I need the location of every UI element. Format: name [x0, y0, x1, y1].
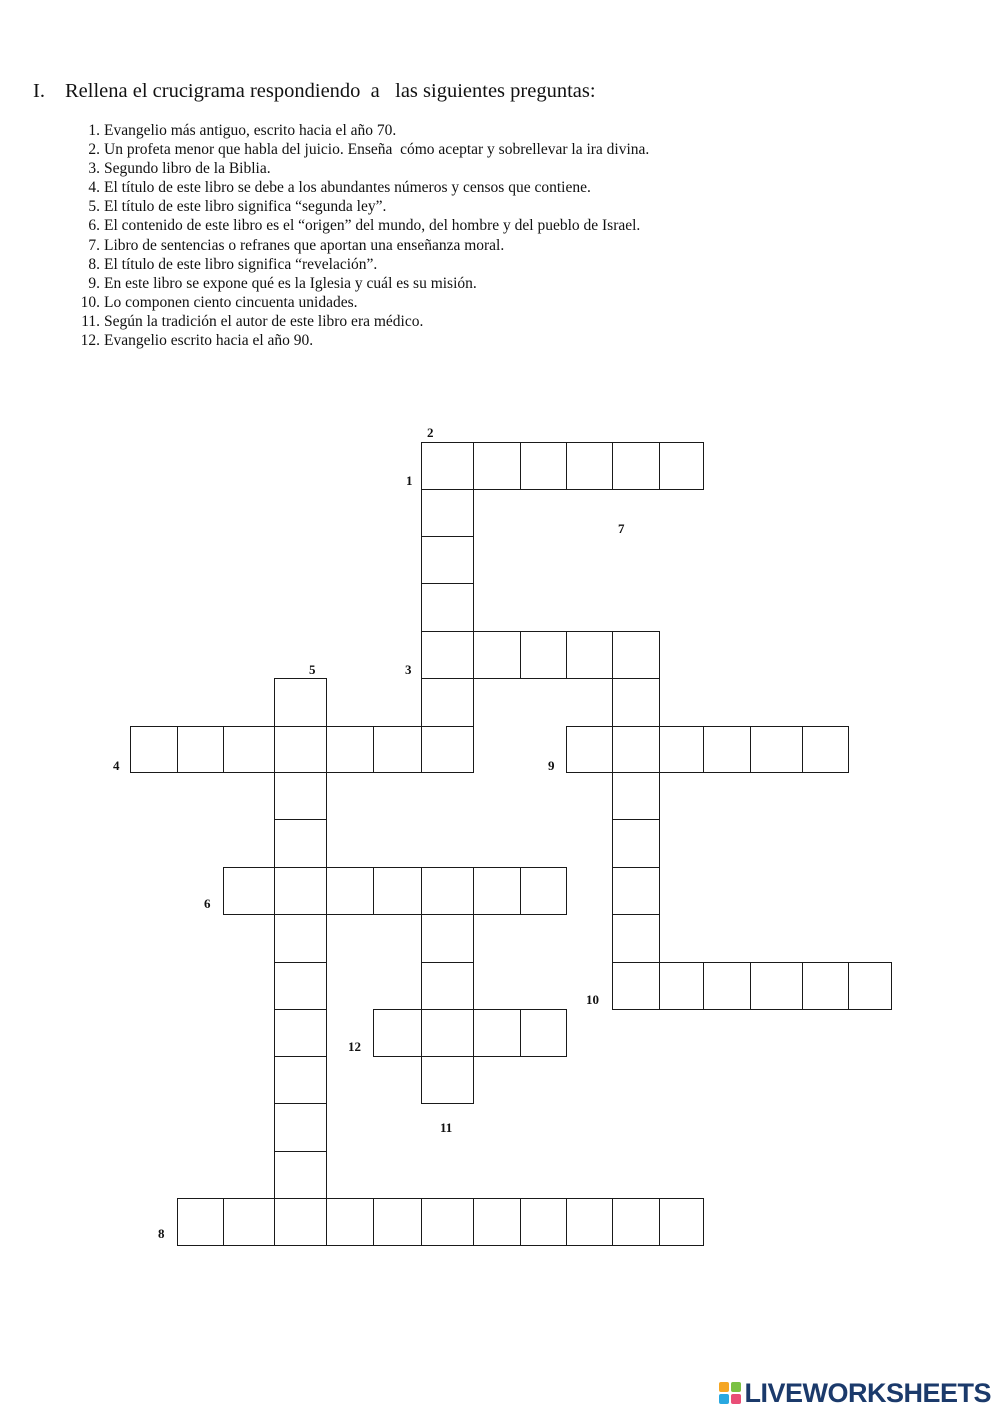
- crossword-cell[interactable]: [659, 1198, 704, 1246]
- crossword-cell[interactable]: [373, 867, 422, 915]
- crossword-cell[interactable]: [520, 442, 567, 490]
- question-text: Evangelio más antiguo, escrito hacia el año 70.: [104, 122, 397, 139]
- question-number: 12.: [80, 332, 100, 350]
- crossword-cell[interactable]: [802, 726, 849, 773]
- crossword-cell[interactable]: [750, 962, 803, 1010]
- question-number: 11.: [81, 312, 100, 330]
- crossword-cell[interactable]: [566, 442, 613, 490]
- crossword-cell[interactable]: [703, 726, 751, 773]
- crossword-cell[interactable]: [421, 631, 474, 679]
- crossword-cell[interactable]: [223, 867, 275, 915]
- question-text: En este libro se expone qué es la Iglesia y cuál es su misión.: [104, 274, 477, 292]
- crossword-cell[interactable]: [473, 1198, 521, 1246]
- crossword-cell[interactable]: [473, 867, 521, 915]
- crossword-cell[interactable]: [612, 678, 660, 727]
- crossword-cell[interactable]: [421, 914, 474, 963]
- crossword-cell[interactable]: [612, 819, 660, 868]
- crossword-cell[interactable]: [274, 726, 327, 773]
- crossword-cell[interactable]: [802, 962, 849, 1010]
- clue-number-6: 6: [204, 896, 211, 911]
- crossword-cell[interactable]: [274, 867, 327, 915]
- crossword-cell[interactable]: [566, 726, 613, 773]
- question-text: Segundo libro de la Biblia.: [104, 160, 271, 178]
- question-number: 5.: [88, 198, 100, 216]
- crossword-cell[interactable]: [659, 962, 704, 1010]
- crossword-cell[interactable]: [473, 631, 521, 679]
- clue-number-8: 8: [158, 1226, 165, 1241]
- crossword-cell[interactable]: [848, 962, 892, 1010]
- crossword-cell[interactable]: [177, 726, 224, 773]
- clue-number-10: 10: [586, 992, 599, 1007]
- crossword-cell[interactable]: [421, 489, 474, 537]
- logo-square-icon: [719, 1382, 729, 1392]
- crossword-cell[interactable]: [612, 726, 660, 773]
- liveworksheets-logo: [719, 1378, 991, 1408]
- clue-number-4: 4: [113, 758, 120, 773]
- question-text: El título de este libro significa “segunda ley”.: [104, 198, 387, 216]
- clue-number-5: 5: [309, 662, 316, 677]
- crossword-cell[interactable]: [274, 914, 327, 963]
- question-number: 6.: [88, 217, 100, 235]
- crossword-cell[interactable]: [612, 1198, 660, 1246]
- question-number: 7.: [88, 236, 100, 254]
- question-text: Libro de sentencias o refranes que aportan una enseñanza moral.: [104, 236, 505, 254]
- crossword-cell[interactable]: [326, 1198, 374, 1246]
- crossword-cell[interactable]: [421, 536, 474, 584]
- question-text: El título de este libro significa “revelación”.: [104, 255, 378, 273]
- logo-text: LIVEWORKSHEETS: [744, 1377, 991, 1408]
- clue-number-12: 12: [348, 1039, 361, 1054]
- crossword-cell[interactable]: [274, 772, 327, 820]
- crossword-cell[interactable]: [421, 867, 474, 915]
- crossword-cell[interactable]: [612, 867, 660, 915]
- instruction-text: Rellena el crucigrama respondiendo a las siguientes preguntas:: [65, 80, 596, 102]
- crossword-cell[interactable]: [612, 914, 660, 963]
- crossword-cell[interactable]: [612, 962, 660, 1010]
- crossword-cell[interactable]: [373, 1009, 422, 1057]
- crossword-cell[interactable]: [566, 1198, 613, 1246]
- crossword-cell[interactable]: [520, 1198, 567, 1246]
- crossword-cell[interactable]: [750, 726, 803, 773]
- crossword-cell[interactable]: [274, 1151, 327, 1199]
- clue-number-11: 11: [440, 1120, 453, 1135]
- crossword-cell[interactable]: [274, 1103, 327, 1152]
- crossword-cell[interactable]: [274, 678, 327, 727]
- question-number: 2.: [88, 141, 100, 159]
- question-number: 8.: [88, 255, 100, 273]
- crossword-cell[interactable]: [421, 1198, 474, 1246]
- crossword-cell[interactable]: [274, 1198, 327, 1246]
- crossword-cell[interactable]: [421, 583, 474, 632]
- clue-number-2: 2: [427, 425, 434, 440]
- question-text: Según la tradición el autor de este libro era médico.: [104, 312, 424, 330]
- crossword-cell[interactable]: [223, 726, 275, 773]
- crossword-cell[interactable]: [421, 726, 474, 773]
- crossword-cell[interactable]: [421, 442, 474, 490]
- crossword-cell[interactable]: [421, 1009, 474, 1057]
- crossword-cell[interactable]: [612, 631, 660, 679]
- crossword-cell[interactable]: [421, 678, 474, 727]
- crossword-cell[interactable]: [274, 1009, 327, 1057]
- question-number: 4.: [88, 179, 100, 197]
- crossword-cell[interactable]: [274, 819, 327, 868]
- crossword-cell[interactable]: [473, 442, 521, 490]
- crossword-cell[interactable]: [612, 442, 660, 490]
- crossword-cell[interactable]: [703, 962, 751, 1010]
- crossword-cell[interactable]: [326, 726, 374, 773]
- instruction-number: I.: [33, 80, 45, 102]
- crossword-cell[interactable]: [421, 1056, 474, 1104]
- question-text: Un profeta menor que habla del juicio. Enseña cómo aceptar y sobrellevar la ira divina.: [104, 141, 650, 159]
- logo-mark-icon: [719, 1382, 741, 1404]
- crossword-cell[interactable]: [473, 1009, 521, 1057]
- crossword-cell[interactable]: [274, 1056, 327, 1104]
- crossword-cell[interactable]: [177, 1198, 224, 1246]
- question-text: El contenido de este libro es el “origen” del mundo, del hombre y del pueblo de Israel.: [104, 217, 641, 235]
- crossword-cell[interactable]: [520, 631, 567, 679]
- clue-number-1: 1: [406, 473, 413, 488]
- crossword-cell[interactable]: [566, 631, 613, 679]
- question-text: Evangelio escrito hacia el año 90.: [104, 332, 314, 350]
- question-number: 3.: [88, 160, 100, 178]
- question-text: El título de este libro se debe a los abundantes números y censos que contiene.: [104, 179, 591, 197]
- logo-square-icon: [719, 1394, 729, 1404]
- clue-number-9: 9: [548, 758, 555, 773]
- question-text: Lo componen ciento cincuenta unidades.: [104, 293, 358, 311]
- crossword-cell[interactable]: [520, 867, 567, 915]
- crossword-cell[interactable]: [421, 962, 474, 1010]
- crossword-cell[interactable]: [373, 726, 422, 773]
- question-number: 1.: [88, 122, 100, 139]
- crossword-cell[interactable]: [223, 1198, 275, 1246]
- question-number: 10.: [80, 293, 100, 311]
- clue-number-3: 3: [405, 662, 412, 677]
- logo-square-icon: [731, 1382, 741, 1392]
- logo-square-icon: [731, 1394, 741, 1404]
- crossword-cell[interactable]: [274, 962, 327, 1010]
- crossword-cell[interactable]: [326, 867, 374, 915]
- crossword-cell[interactable]: [520, 1009, 567, 1057]
- crossword-cell[interactable]: [659, 726, 704, 773]
- crossword-cell[interactable]: [659, 442, 704, 490]
- crossword-cell[interactable]: [373, 1198, 422, 1246]
- crossword-cell[interactable]: [130, 726, 178, 773]
- clue-number-7: 7: [618, 521, 625, 536]
- crossword-cell[interactable]: [612, 772, 660, 820]
- question-number: 9.: [88, 274, 100, 292]
